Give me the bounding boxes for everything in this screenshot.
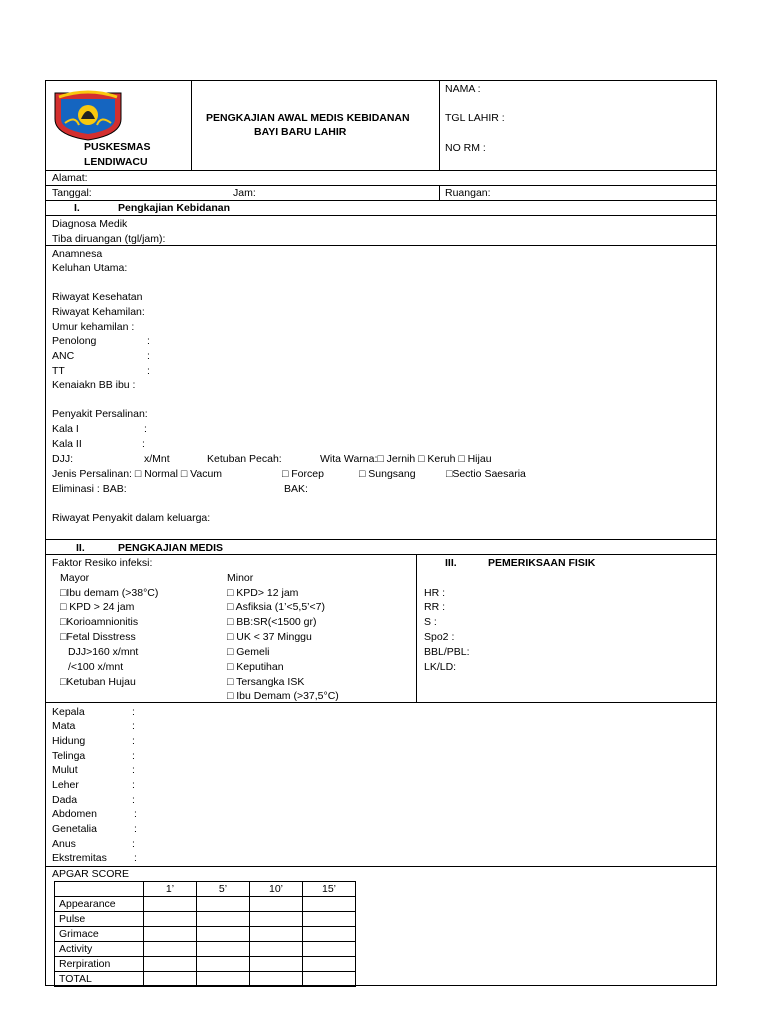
temperature-field[interactable]: S :	[424, 616, 437, 628]
exam-item[interactable]: Genetalia	[52, 823, 97, 835]
major-risk-item[interactable]: □Fetal Disstress	[60, 631, 136, 643]
apgar-row-label: Grimace	[55, 927, 144, 942]
stage2-field[interactable]: Kala II	[52, 438, 82, 450]
colon: :	[132, 735, 135, 747]
apgar-cell[interactable]	[303, 957, 356, 972]
colon: :	[147, 335, 150, 347]
table-row	[55, 942, 356, 957]
djj-field[interactable]: DJJ:	[52, 453, 73, 465]
colon: :	[147, 350, 150, 362]
apgar-cell[interactable]	[303, 942, 356, 957]
weight-gain-field[interactable]: Kenaiakn BB ibu :	[52, 379, 136, 391]
breech-checkbox[interactable]: □ Sungsang	[359, 468, 416, 480]
section1-number: I.	[74, 202, 80, 214]
exam-item[interactable]: Leher	[52, 779, 79, 791]
apgar-cell[interactable]	[144, 897, 197, 912]
apgar-cell[interactable]	[197, 897, 250, 912]
apgar-cell[interactable]	[250, 897, 303, 912]
exam-item[interactable]: Telinga	[52, 750, 86, 762]
apgar-cell[interactable]	[250, 912, 303, 927]
table-row	[55, 957, 356, 972]
caesarean-checkbox[interactable]: □Sectio Saesaria	[446, 468, 526, 480]
apgar-cell[interactable]	[303, 927, 356, 942]
birth-date-field[interactable]: TGL LAHIR :	[445, 112, 505, 124]
exam-item[interactable]: Ekstremitas	[52, 852, 107, 864]
date-field[interactable]: Tanggal:	[52, 187, 92, 199]
apgar-table	[54, 881, 356, 987]
head-chest-field[interactable]: LK/LD:	[424, 661, 457, 673]
colon: :	[132, 764, 135, 776]
exam-item[interactable]: Dada	[52, 794, 78, 806]
patient-name-field[interactable]: NAMA :	[445, 83, 481, 95]
delivery-type-options[interactable]: Jenis Persalinan: □ Normal □ Vacum	[52, 468, 223, 480]
apgar-cell[interactable]	[144, 927, 197, 942]
apgar-corner-cell	[55, 882, 144, 897]
table-row	[55, 912, 356, 927]
colon: :	[134, 852, 137, 864]
section3-number: III.	[445, 557, 457, 569]
exam-item[interactable]: Mulut	[52, 764, 78, 776]
apgar-cell[interactable]	[144, 912, 197, 927]
minor-risk-item[interactable]: □ Asfiksia (1’<5,5’<7)	[227, 601, 325, 613]
minor-risk-item[interactable]: □ BB:SR(<1500 gr)	[227, 616, 317, 628]
birth-attendant-field[interactable]: Penolong	[52, 335, 97, 347]
apgar-cell[interactable]	[250, 957, 303, 972]
colon: :	[147, 365, 150, 377]
major-risk-item: DJJ>160 x/mnt	[68, 646, 139, 658]
apgar-header: 10’	[250, 882, 303, 897]
apgar-cell[interactable]	[144, 972, 197, 987]
tt-field[interactable]: TT	[52, 365, 65, 377]
membrane-rupture-field[interactable]: Ketuban Pecah:	[207, 453, 282, 465]
apgar-header-row	[55, 882, 356, 897]
minor-risk-label: Minor	[227, 572, 254, 584]
section1-title: Pengkajian Kebidanan	[118, 202, 231, 214]
major-risk-item[interactable]: □ KPD > 24 jam	[60, 601, 135, 613]
org-name-line2: LENDIWACU	[84, 156, 148, 168]
apgar-cell[interactable]	[250, 972, 303, 987]
anc-field[interactable]: ANC	[52, 350, 75, 362]
form-title-line1: PENGKAJIAN AWAL MEDIS KEBIDANAN	[206, 112, 410, 124]
exam-item[interactable]: Mata	[52, 720, 76, 732]
weight-length-field[interactable]: BBL/PBL:	[424, 646, 470, 658]
apgar-cell[interactable]	[144, 957, 197, 972]
section2-title: PENGKAJIAN MEDIS	[118, 542, 224, 554]
colon: :	[134, 823, 137, 835]
colon: :	[132, 838, 135, 850]
apgar-cell[interactable]	[250, 927, 303, 942]
minor-risk-item[interactable]: □ Gemeli	[227, 646, 270, 658]
amniotic-color-options[interactable]: Wita Warna:□ Jernih □ Keruh □ Hijau	[320, 453, 492, 465]
exam-item[interactable]: Kepala	[52, 706, 85, 718]
pregnancy-history-label: Riwayat Kehamilan:	[52, 306, 145, 318]
table-row	[55, 927, 356, 942]
minor-risk-item[interactable]: □ Keputihan	[227, 661, 284, 673]
header-divider-right	[439, 81, 440, 170]
apgar-row-label: Rerpiration	[55, 957, 144, 972]
section2-number: II.	[76, 542, 85, 554]
apgar-cell[interactable]	[144, 942, 197, 957]
apgar-cell[interactable]	[250, 942, 303, 957]
medical-record-field[interactable]: NO RM :	[445, 142, 486, 154]
djj-unit: x/Mnt	[144, 453, 170, 465]
apgar-header: 5’	[197, 882, 250, 897]
apgar-title: APGAR SCORE	[52, 868, 130, 880]
colon: :	[142, 438, 145, 450]
apgar-cell[interactable]	[197, 912, 250, 927]
major-risk-item[interactable]: □Korioamnionitis	[60, 616, 139, 628]
major-risk-item[interactable]: □Ibu demam (>38°C)	[60, 587, 159, 599]
time-field[interactable]: Jam:	[233, 187, 256, 199]
apgar-cell[interactable]	[303, 897, 356, 912]
apgar-row-label: TOTAL	[55, 972, 144, 987]
room-field[interactable]: Ruangan:	[445, 187, 491, 199]
table-row	[55, 897, 356, 912]
colon: :	[132, 779, 135, 791]
resp-rate-field[interactable]: RR :	[424, 601, 445, 613]
forcep-checkbox[interactable]: □ Forcep	[282, 468, 324, 480]
exam-item[interactable]: Anus	[52, 838, 76, 850]
header-divider-left	[191, 81, 192, 170]
apgar-row-label: Pulse	[55, 912, 144, 927]
minor-risk-item[interactable]: □ UK < 37 Minggu	[227, 631, 312, 643]
address-field[interactable]: Alamat:	[52, 172, 88, 184]
elimination-bak-field[interactable]: BAK:	[284, 483, 308, 495]
apgar-header: 15’	[303, 882, 356, 897]
colon: :	[132, 720, 135, 732]
apgar-cell[interactable]	[197, 972, 250, 987]
apgar-cell[interactable]	[303, 912, 356, 927]
assessment-form	[45, 80, 717, 986]
minor-risk-item[interactable]: □ Ibu Demam (>37,5°C)	[227, 690, 339, 702]
health-history-label: Riwayat Kesehatan	[52, 291, 143, 303]
org-name-line1: PUSKESMAS	[84, 141, 151, 153]
puskesmas-logo-icon	[51, 85, 125, 141]
labor-disease-label: Penyakit Persalinan:	[52, 408, 148, 420]
colon: :	[144, 423, 147, 435]
major-risk-label: Mayor	[60, 572, 90, 584]
diagnosis-field[interactable]: Diagnosa Medik	[52, 218, 128, 230]
gestational-age-field[interactable]: Umur kehamilan :	[52, 321, 135, 333]
colon: :	[132, 750, 135, 762]
minor-risk-item[interactable]: □ Tersangka ISK	[227, 676, 305, 688]
apgar-cell[interactable]	[197, 942, 250, 957]
colon: :	[132, 794, 135, 806]
apgar-cell[interactable]	[303, 972, 356, 987]
elimination-bab-field[interactable]: Eliminasi : BAB:	[52, 483, 127, 495]
apgar-cell[interactable]	[197, 957, 250, 972]
apgar-header: 1’	[144, 882, 197, 897]
exam-item[interactable]: Hidung	[52, 735, 86, 747]
anamnesa-title: Anamnesa	[52, 248, 103, 260]
spo2-field[interactable]: Spo2 :	[424, 631, 455, 643]
section3-title: PEMERIKSAAN FISIK	[488, 557, 596, 569]
table-row	[55, 972, 356, 987]
stage1-field[interactable]: Kala I	[52, 423, 79, 435]
exam-item[interactable]: Abdomen	[52, 808, 97, 820]
minor-risk-item[interactable]: □ KPD> 12 jam	[227, 587, 299, 599]
arrival-field[interactable]: Tiba diruangan (tgl/jam):	[52, 233, 166, 245]
form-title-line2: BAYI BARU LAHIR	[254, 126, 347, 138]
major-risk-item[interactable]: □Ketuban Hujau	[60, 676, 136, 688]
apgar-cell[interactable]	[197, 927, 250, 942]
apgar-row-label: Activity	[55, 942, 144, 957]
colon: :	[134, 808, 137, 820]
infection-risk-label: Faktor Resiko infeksi:	[52, 557, 153, 569]
heart-rate-field[interactable]: HR :	[424, 587, 445, 599]
major-risk-item: /<100 x/mnt	[68, 661, 124, 673]
main-complaint-field[interactable]: Keluhan Utama:	[52, 262, 128, 274]
colon: :	[132, 706, 135, 718]
family-history-field[interactable]: Riwayat Penyakit dalam keluarga:	[52, 512, 211, 524]
apgar-row-label: Appearance	[55, 897, 144, 912]
